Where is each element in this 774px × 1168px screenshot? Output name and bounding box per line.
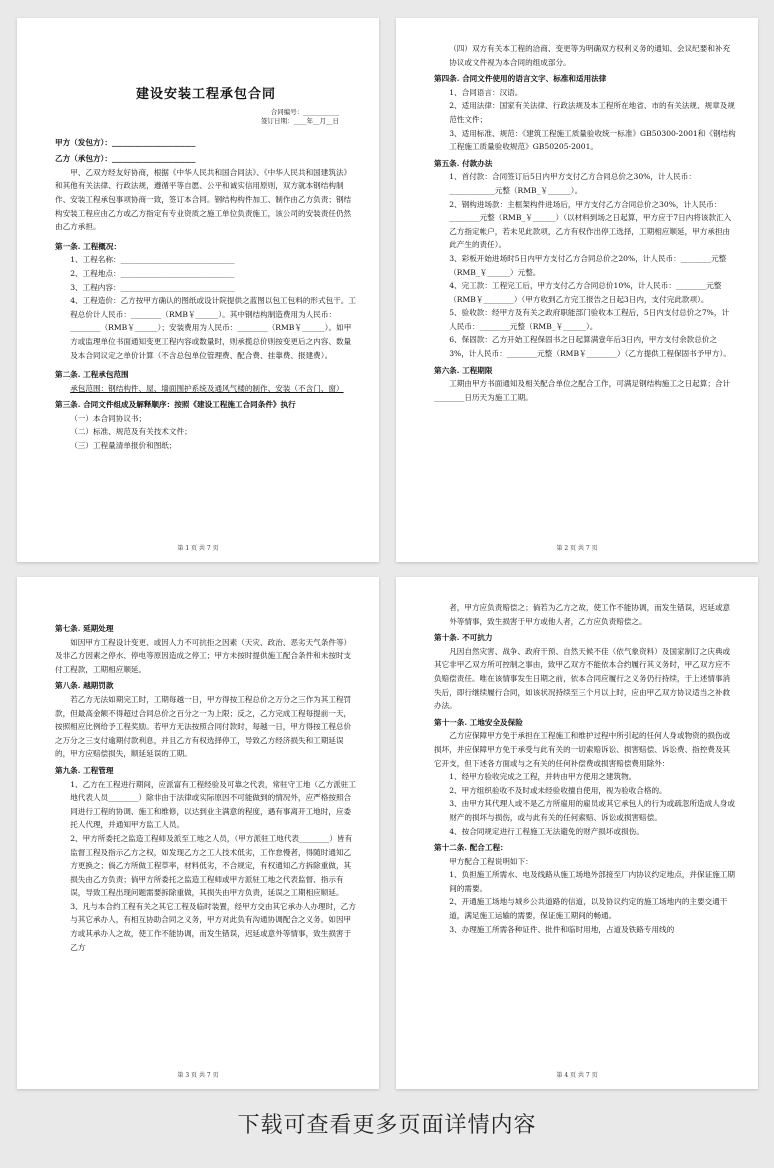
project-cost: 4、工程造价：乙方按甲方确认的图纸或设计院提供之蓝图以包工包料的形式包干。工程总价计人民币：________（RMB￥______）。其中钢结构制造费用为人民币：________（RMB￥______）；安装费用为人民币：________（RMB￥______）。如甲方或监理单位书面通知变更工程内容或数量时，则承揽总价则按变更后之内容、数量及本合同议定之单价计算（不含总包单位管理费、配合费、挂靠费、报建费）。	[70, 296, 356, 360]
coordination-2: 2、开通施工场地与城乡公共道路的信道，以及协议约定的施工场地内的主要交通干道，满足施工运输的需要，保证施工期间的畅通。	[449, 897, 728, 921]
intro-paragraph: 甲、乙双方经友好协商，根据《中华人民共和国合同法》、《中华人民共和国建筑法》和其他有关法律、行政法规，遵循平等自愿、公平和诚实信用原则，双方就本钢结构制作、安装工程承包事项协商一致，签订本合同。钢结构构件加工、制作由乙方负责；钢结构安装工程应由乙方或乙方指定有专业资质之施工单位负责施工，该公司的安装责任仍然由乙方承担。	[55, 167, 352, 232]
download-more-link[interactable]: 下载可查看更多页面详情内容	[237, 1113, 537, 1138]
article-12-heading: 第十二条. 配合工程：	[434, 843, 508, 853]
project-name: 1、工程名称：______________________________	[70, 255, 235, 265]
article-3-heading: 第三条. 合同文件组成及解释顺序：按照《建设工程施工合同条件》执行	[55, 400, 296, 410]
contract-page-3	[17, 577, 379, 1089]
scope-text: 承包范围：钢结构件、屋、墙面围护系统及通风气楼的制作、安装（不含门、窗）	[70, 383, 344, 393]
page-footer: 第 1 页 共 7 页	[177, 545, 219, 552]
article-1-heading: 第一条. 工程概况：	[55, 241, 122, 251]
contract-title: 建设安装工程承包合同	[135, 87, 276, 102]
contract-page-1	[17, 18, 379, 562]
article-5-heading: 第五条. 付款办法	[434, 158, 493, 168]
management-2: 2、甲方所委托之监造工程师及派至工地之人员，（甲方派驻工地代表________）皆有监督工程及指示乙方之权，如发现乙方之工人技术低劣，工作怠慢者，得随时通知乙方更换之；倘乙方所做工程草率，材料低劣，不合规定，有权通知乙方拆除重做，其损失由乙方负责；倘甲方所委托之监造工程师或甲方派驻工地之代表监督、指示有误，导致工程出现问题需要拆除重做，其损失由甲方负责，延误之工期相应顺延。	[70, 833, 353, 898]
contract-page-4	[396, 577, 758, 1089]
safety-item-1: 1、经甲方验收完成之工程，并转由甲方使用之建筑物。	[449, 772, 637, 782]
project-content: 3、工程内容：______________________________	[70, 282, 235, 292]
management-1: 1、乙方在工程进行期间，应派富有工程经验及可靠之代表，常驻守工地（乙方派驻工地代表人员________）除非由于法律或实际原因不可能做到的情况外，应严格按照合同进行工程的协调、施工和维修，以达到业主满意的程度，遇有事离开工地时，应委托人代理，并通知甲方监工人员。	[70, 779, 356, 830]
contract-number: 合同编号：___________	[270, 107, 339, 116]
party-a: 甲方（发包方）：______________________	[55, 137, 196, 147]
penalty-text: 若乙方无法如期完工时，工期每越一日，甲方得按工程总价之万分之三作为其工程罚款，但最高金额不得超过合同总价之百分之一为上限；反之，乙方完成工程每提前一天，按照相应比例给予工程奖励。若甲方无法按照合同付款时，每越一日，甲方得按工程总价之万分之三支付逾期付款利息，并且乙方有权选择停工，导致乙方经济损失和工期延误的，甲方应赔偿损失，顺延延误的工期。	[55, 694, 352, 759]
party-b: 乙方（承包方）：______________________	[55, 154, 196, 164]
delay-text: 如因甲方工程设计变更、或因人力不可抗拒之因素（天灾、政治、恶劣天气条件等）及非乙方因素之停水、停电等原因造成之停工；甲方未按时提供施工配合条件和未按时支付工程款，工期相应顺延。	[55, 637, 352, 674]
doc-item-4: （四）双方有关本工程的洽商、变更等为明确双方权利义务的通知、会议纪要和补充协议或文件视为本合同的组成部分。	[449, 44, 731, 67]
sign-date: 签订日期：____年__月__日	[261, 116, 339, 125]
payment-4: 4、完工款：工程完工后，甲方支付乙方合同总价10%，计人民币：________元整（RMB￥________）（甲方收到乙方完工报告之日起3日内，支付完此款项）。	[449, 281, 722, 304]
coordination-1: 1、负担施工所需水、电及线路从施工场地外部接至厂内协议约定地点，并保证施工期间的需要。	[449, 870, 735, 893]
management-3-cont: 者，甲方应负责赔偿之；倘若为乙方之故，使工作不能协调，而发生错误，迟延或意外等情事，致生损害于甲方或他人者，乙方应负责赔偿之。	[449, 603, 731, 626]
coordination-3: 3、办理施工所需各种证件、批件和临时用地，占道及铁路专用线的	[449, 924, 675, 934]
article-6-heading: 第六条. 工程期限	[434, 365, 493, 375]
payment-5: 5、验收款：经甲方及有关之政府职能部门验收本工程后，5日内支付总价之7%，计人民币：________元整（RMB_￥______）。	[449, 308, 730, 331]
safety-item-4: 4、按合同规定进行工程施工无法避免的财产损坏或损伤。	[449, 826, 644, 836]
payment-6: 6、保固款：乙方开始工程保固书之日起算满壹年后3日内，甲方支付余款总价之3%，计人民币：________元整（RMB￥________）（乙方提供工程保固书予甲方）。	[449, 335, 731, 359]
article-7-heading: 第七条. 延期处理	[55, 624, 114, 633]
article-2-heading: 第二条. 工程承包范围	[55, 370, 129, 380]
payment-3: 3、彩板开始进场时5日内甲方支付乙方合同总价之20%，计人民币：________元整（RMB_￥______）元整。	[449, 253, 727, 277]
payment-2: 2、钢构进场款：主框架构件进场后，甲方支付乙方合同总价之30%，计人民币：________元整（RMB_￥______）（以材料到场之日起算，甲方应于7日内将该款汇入乙方指定帐户，若未见此款项，乙方有权作出停工选择，工期相应顺延，甲方承担由此产生的责任）。	[449, 199, 732, 250]
coordination-intro: 甲方配合工程说明如下：	[449, 856, 533, 866]
page-footer: 第 4 页 共 7 页	[556, 1072, 598, 1079]
doc-item-2: （二）标准、规范及有关技术文件；	[70, 427, 192, 437]
page-footer: 第 2 页 共 7 页	[556, 545, 598, 552]
page-footer: 第 3 页 共 7 页	[177, 1072, 219, 1079]
doc-item-3: （三）工程量清单报价和图纸；	[70, 441, 177, 451]
article-4-heading: 第四条. 合同文件使用的语言文字、标准和适用法律	[434, 74, 607, 84]
safety-text: 乙方应保障甲方免于承担在工程施工和维护过程中所引起的任何人身或物资的损伤或损坏，并应保障甲方免于承受与此有关的一切索赔诉讼、损害赔偿、诉讼费、指控费及其它开支，但下述各方面或与之有关的任何补偿费或损害赔偿费用除外：	[434, 731, 731, 768]
language-item: 1、合同语言：汉语。	[449, 87, 523, 97]
contract-page-2	[396, 18, 758, 562]
article-10-heading: 第十条. 不可抗力	[434, 633, 493, 643]
safety-item-2: 2、甲方组织验收不及时或未经验收擅自使用，视为验收合格的。	[449, 785, 667, 795]
management-3: 3、凡与本合约工程有关之其它工程及临时装置，经甲方交由其它承办人办理时，乙方与其它承办人，有相互协助合同之义务，甲方对此负有沟通协调配合之义务。如因甲方或其承办人之故，使工作不能协调，而发生错误，迟延或意外等情事，致生损害于乙方	[70, 901, 356, 952]
schedule-text: 工期由甲方书面通知及相关配合单位之配合工作，可满足钢结构施工之日起算；合计________日历天为施工工期。	[434, 379, 731, 402]
force-majeure-text: 凡因自然灾害、战争、政府干预、自然天候不佳（依气象资料）及国家制订之庆典或其它非甲乙双方所可控制之事由，致甲乙双方不能依本合约履行其义务时，甲乙双方应不负赔偿责任。唯在该情事发生日期之前，依本合同应履行之义务仍行持续，于上述情事消失后，即行继续履行合同，如该状况持续至三个月以上时，应由甲乙双方协议适当之补救办法。	[434, 646, 731, 711]
law-item: 2、适用法律：国家有关法律、行政法规及本工程所在地省、市的有关法规、规章及规范性文件；	[449, 101, 735, 124]
standard-item: 3、适用标准、规范：《建筑工程施工质量验收统一标准》GB50300-2001和《钢结构工程施工质量验收规范》GB50205-2001。	[449, 128, 736, 152]
doc-item-1: （一）本合同协议书；	[70, 413, 147, 423]
payment-1: 1、首付款：合同签订后5日内甲方支付乙方合同总价之30%，计人民币：____________元整（RMB_￥______）。	[449, 172, 696, 195]
article-9-heading: 第九条. 工程管理	[55, 765, 114, 775]
article-8-heading: 第八条. 越期罚款	[55, 681, 114, 691]
article-11-heading: 第十一条. 工地安全及保险	[434, 717, 523, 727]
safety-item-3: 3、由甲方其代理人或不是乙方所雇用的雇员或其它承包人的行为或疏忽所造成人身或财产的损坏与损伤，或与此有关的任何索赔、诉讼或损害赔偿。	[449, 799, 735, 822]
project-location: 2、工程地点：______________________________	[70, 268, 235, 278]
